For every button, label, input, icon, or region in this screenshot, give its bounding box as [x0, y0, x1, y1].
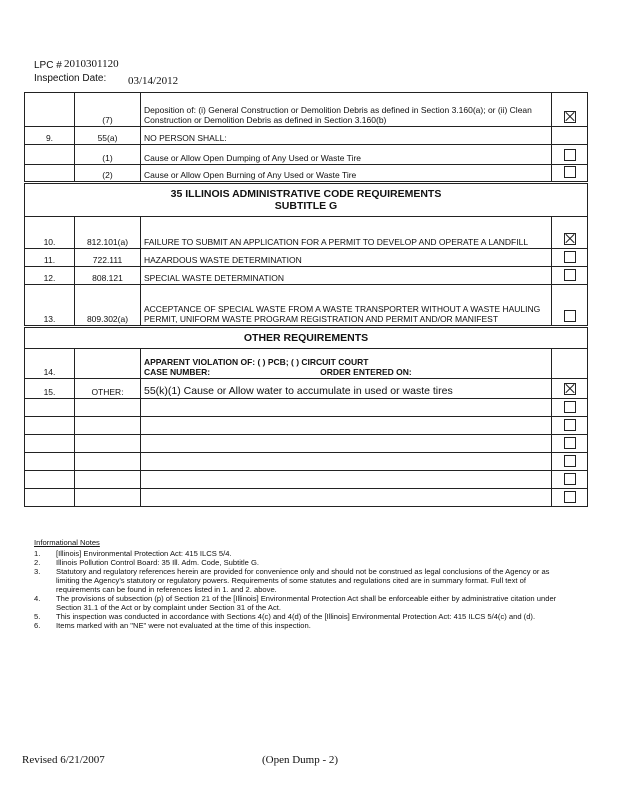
- row-number: 9.: [25, 127, 75, 145]
- inspection-date-line: [34, 73, 179, 87]
- section-title: OTHER REQUIREMENTS: [25, 327, 588, 349]
- notes-title: Informational Notes: [34, 538, 100, 547]
- note-item: 5. This inspection was conducted in accordance with Sections 4(c) and 4(d) of the [Illinois] Environmental Protection Act: 415 ILCS 5/4(c) and (d).: [34, 612, 536, 621]
- checkbox[interactable]: [564, 251, 576, 263]
- section-title: 35 ILLINOIS ADMINISTRATIVE CODE REQUIREMENTS: [170, 188, 442, 200]
- checkbox-checked[interactable]: [564, 111, 576, 123]
- other-text: 55(k)(1) Cause or Allow water to accumulate in used or waste tires: [141, 379, 552, 399]
- requirements-table: [24, 92, 588, 507]
- note-item: 2. Illinois Pollution Control Board: 35 Ill. Adm. Code, Subtitle G.: [34, 558, 260, 567]
- table-row: [25, 267, 588, 285]
- row-text: NO PERSON SHALL:: [141, 127, 552, 145]
- table-row: [25, 379, 588, 399]
- table-row: [25, 399, 588, 417]
- table-row: [25, 471, 588, 489]
- checkbox[interactable]: [564, 310, 576, 322]
- row-number: 11.: [25, 249, 75, 267]
- table-row: [25, 165, 588, 183]
- inspection-date-value: 03/14/2012: [128, 75, 179, 87]
- row-section: 809.302(a): [75, 285, 141, 327]
- row-number: 12.: [25, 267, 75, 285]
- table-row: [25, 453, 588, 471]
- checkbox[interactable]: [564, 419, 576, 431]
- row-section: (7): [75, 93, 141, 127]
- table-row: [25, 489, 588, 507]
- row-text: HAZARDOUS WASTE DETERMINATION: [141, 249, 552, 267]
- table-row: [25, 285, 588, 327]
- inspection-date-label: Inspection Date:: [34, 73, 107, 84]
- row-text: ACCEPTANCE OF SPECIAL WASTE FROM A WASTE TRANSPORTER WITHOUT A WASTE HAULING PERMIT, UNIFORM WASTE PROGRAM REGISTRATION AND PERMIT AND/OR MANIFEST: [141, 285, 552, 327]
- informational-notes: [34, 538, 564, 630]
- other-label: OTHER:: [75, 379, 141, 399]
- table-row: [25, 93, 588, 127]
- note-item: 4. The provisions of subsection (p) of Section 21 of the [Illinois] Environmental Protection Act shall be enforceable either by administrative citation under Section 31.1 of the Act or by complaint under Section 31 of the Act.: [34, 594, 557, 612]
- apparent-violation-line: APPARENT VIOLATION OF: ( ) PCB; ( ) CIRCUIT COURT: [144, 357, 369, 367]
- table-row: [25, 127, 588, 145]
- row-number: 10.: [25, 217, 75, 249]
- row-number: 15.: [25, 379, 75, 399]
- checkbox[interactable]: [564, 491, 576, 503]
- table-row: [25, 217, 588, 249]
- checkbox[interactable]: [564, 149, 576, 161]
- section-subtitle: SUBTITLE G: [274, 200, 338, 212]
- checkbox[interactable]: [564, 166, 576, 178]
- note-item: 1. [Illinois] Environmental Protection Act: 415 ILCS 5/4.: [34, 549, 232, 558]
- row-number: [25, 93, 75, 127]
- row-section: (2): [75, 165, 141, 183]
- lpc-value: 2010301120: [64, 58, 119, 70]
- row-section: 808.121: [75, 267, 141, 285]
- row-section: 812.101(a): [75, 217, 141, 249]
- case-number-label: CASE NUMBER:: [144, 367, 211, 377]
- row-text: Cause or Allow Open Burning of Any Used or Waste Tire: [141, 165, 552, 183]
- table-row: [25, 249, 588, 267]
- note-item: 3. Statutory and regulatory references herein are provided for convenience only and should not be construed as legal conclusions of the Agency or as limiting the Agency's statutory or regulatory powers. Requirements of some statutes and regulations cited are in summary format. Full text of requirements can be found in references listed in 1. and 2. above.: [34, 567, 550, 594]
- table-row: [25, 435, 588, 453]
- row-number: 13.: [25, 285, 75, 327]
- row-section: 722.111: [75, 249, 141, 267]
- row-text: FAILURE TO SUBMIT AN APPLICATION FOR A PERMIT TO DEVELOP AND OPERATE A LANDFILL: [141, 217, 552, 249]
- order-entered-label: ORDER ENTERED ON:: [320, 367, 412, 377]
- row-section: (1): [75, 145, 141, 165]
- checkbox-checked[interactable]: [564, 233, 576, 245]
- note-item: 6. Items marked with an "NE" were not evaluated at the time of this inspection.: [34, 621, 311, 630]
- row-text: Deposition of: (i) General Construction or Demolition Debris as defined in Section 3.160(a); or (ii) Clean Construction or Demolition Debris as defined in Section 3.160(b): [141, 93, 552, 127]
- checkbox[interactable]: [564, 437, 576, 449]
- row-number: 14.: [25, 349, 75, 379]
- table-row: [25, 145, 588, 165]
- checkbox[interactable]: [564, 455, 576, 467]
- checkbox-checked[interactable]: [564, 383, 576, 395]
- lpc-line: [34, 58, 119, 71]
- checkbox[interactable]: [564, 269, 576, 281]
- page-label: (Open Dump - 2): [262, 754, 339, 766]
- checkbox[interactable]: [564, 401, 576, 413]
- row-text: Cause or Allow Open Dumping of Any Used or Waste Tire: [141, 145, 552, 165]
- lpc-label: LPC #: [34, 60, 62, 71]
- revised-date: Revised 6/21/2007: [22, 754, 105, 766]
- table-row: [25, 417, 588, 435]
- table-row: [25, 349, 588, 379]
- row-text: SPECIAL WASTE DETERMINATION: [141, 267, 552, 285]
- section-header: [25, 183, 588, 217]
- checkbox[interactable]: [564, 473, 576, 485]
- section-header: [25, 327, 588, 349]
- row-section: 55(a): [75, 127, 141, 145]
